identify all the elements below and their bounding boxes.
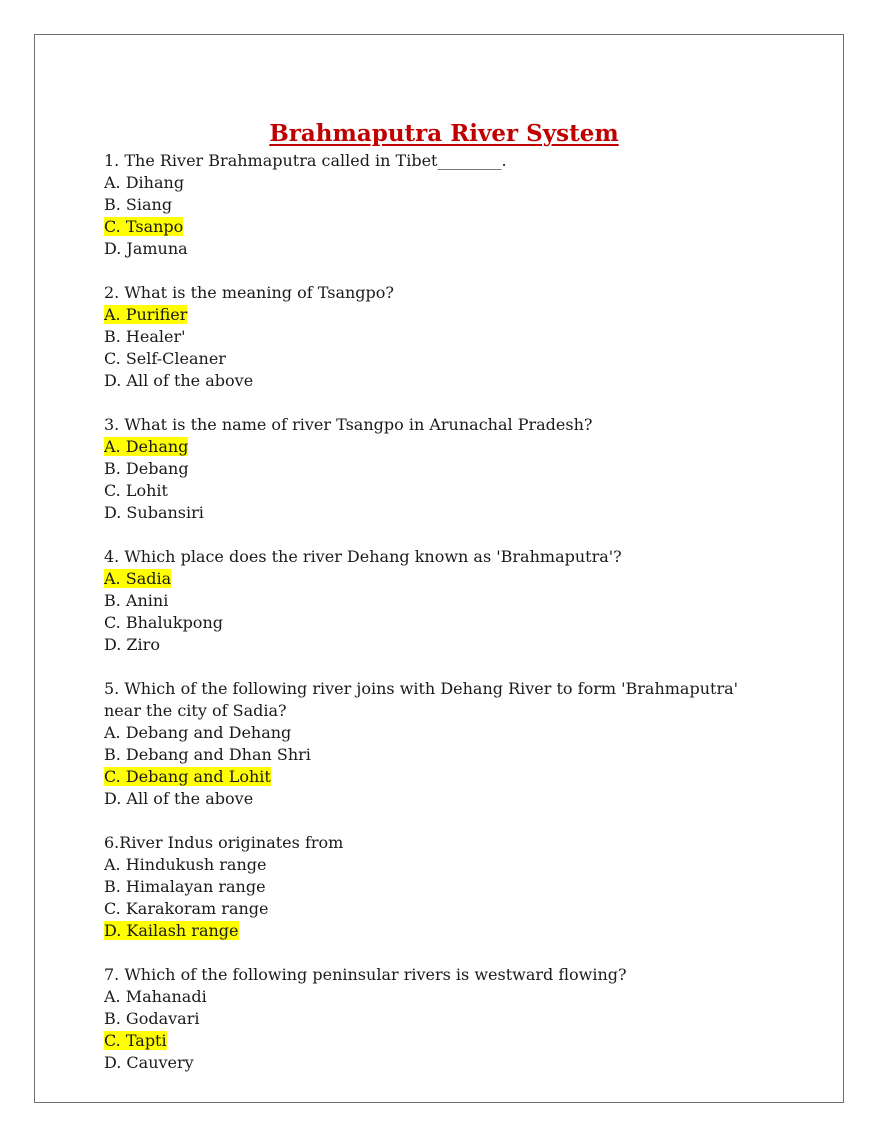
answer-option — [104, 348, 784, 370]
answer-option — [104, 194, 784, 216]
answer-option — [104, 458, 784, 480]
correct-answer-option — [104, 920, 784, 942]
answer-option-text: A. Mahanadi — [104, 987, 207, 1006]
answer-option-text: C. Bhalukpong — [104, 613, 223, 632]
answer-option — [104, 722, 784, 744]
answer-option-text: A. Debang and Dehang — [104, 723, 292, 742]
question-spacer — [104, 810, 784, 832]
question-list — [104, 150, 784, 1074]
question-spacer — [104, 942, 784, 964]
question-spacer — [104, 392, 784, 414]
highlighted-answer-text: A. Dehang — [104, 437, 189, 456]
answer-option-text: B. Debang — [104, 459, 189, 478]
answer-option — [104, 370, 784, 392]
answer-option-text: D. All of the above — [104, 371, 254, 390]
answer-option — [104, 854, 784, 876]
answer-option-text: C. Self-Cleaner — [104, 349, 226, 368]
answer-option — [104, 1008, 784, 1030]
question-block — [104, 678, 784, 810]
question-text: 1. The River Brahmaputra called in Tibet________. — [104, 151, 507, 170]
answer-option-text: D. Ziro — [104, 635, 160, 654]
answer-option — [104, 172, 784, 194]
question-block — [104, 414, 784, 524]
answer-option-text: A. Dihang — [104, 173, 185, 192]
question-block — [104, 964, 784, 1074]
answer-option-text: D. All of the above — [104, 789, 254, 808]
answer-option-text: D. Cauvery — [104, 1053, 194, 1072]
answer-option — [104, 590, 784, 612]
answer-option — [104, 986, 784, 1008]
answer-option-text: D. Subansiri — [104, 503, 204, 522]
question-text: 4. Which place does the river Dehang known as 'Brahmaputra'? — [104, 547, 622, 566]
question-text: 3. What is the name of river Tsangpo in Arunachal Pradesh? — [104, 415, 593, 434]
answer-option — [104, 480, 784, 502]
answer-option-text: B. Siang — [104, 195, 173, 214]
correct-answer-option — [104, 1030, 784, 1052]
answer-option-text: B. Godavari — [104, 1009, 200, 1028]
answer-option-text: D. Jamuna — [104, 239, 188, 258]
answer-option — [104, 744, 784, 766]
answer-option — [104, 326, 784, 348]
answer-option — [104, 898, 784, 920]
highlighted-answer-text: C. Tsanpo — [104, 217, 184, 236]
answer-option-text: B. Healer' — [104, 327, 186, 346]
answer-option-text: C. Karakoram range — [104, 899, 269, 918]
answer-option — [104, 634, 784, 656]
question-block — [104, 546, 784, 656]
question-text: 5. Which of the following river joins with Dehang River to form 'Brahmaputra' near the city of Sadia? — [104, 679, 739, 720]
highlighted-answer-text: C. Tapti — [104, 1031, 167, 1050]
highlighted-answer-text: A. Sadia — [104, 569, 172, 588]
question-block — [104, 282, 784, 392]
highlighted-answer-text: A. Purifier — [104, 305, 188, 324]
correct-answer-option — [104, 216, 784, 238]
highlighted-answer-text: C. Debang and Lohit — [104, 767, 271, 786]
answer-option-text: A. Hindukush range — [104, 855, 267, 874]
question-text: 7. Which of the following peninsular rivers is westward flowing? — [104, 965, 627, 984]
question-spacer — [104, 260, 784, 282]
answer-option-text: B. Himalayan range — [104, 877, 266, 896]
answer-option — [104, 238, 784, 260]
correct-answer-option — [104, 568, 784, 590]
document-body — [104, 118, 784, 1074]
answer-option-text: C. Lohit — [104, 481, 168, 500]
question-block — [104, 832, 784, 942]
answer-option — [104, 612, 784, 634]
page-title: Brahmaputra River System — [269, 120, 619, 147]
answer-option — [104, 876, 784, 898]
question-text: 2. What is the meaning of Tsangpo? — [104, 283, 394, 302]
answer-option — [104, 788, 784, 810]
correct-answer-option — [104, 304, 784, 326]
answer-option — [104, 1052, 784, 1074]
question-spacer — [104, 656, 784, 678]
answer-option-text: B. Anini — [104, 591, 169, 610]
question-text: 6.River Indus originates from — [104, 833, 344, 852]
correct-answer-option — [104, 766, 784, 788]
answer-option — [104, 502, 784, 524]
highlighted-answer-text: D. Kailash range — [104, 921, 239, 940]
correct-answer-option — [104, 436, 784, 458]
question-block — [104, 150, 784, 260]
question-spacer — [104, 524, 784, 546]
answer-option-text: B. Debang and Dhan Shri — [104, 745, 311, 764]
